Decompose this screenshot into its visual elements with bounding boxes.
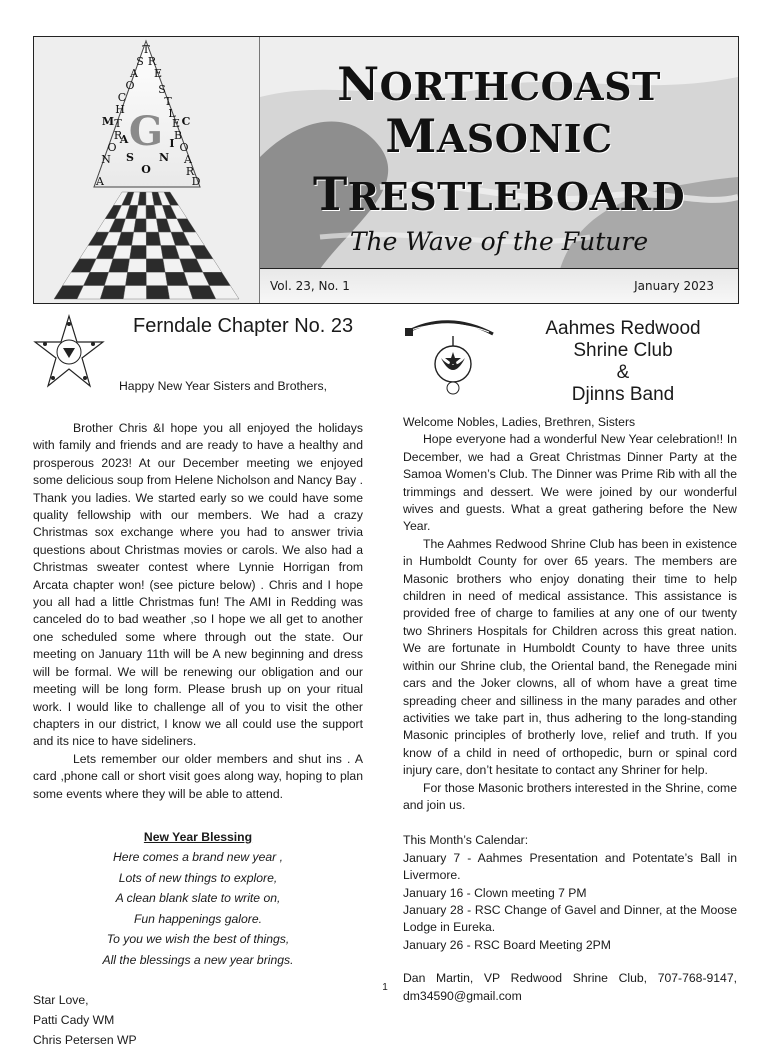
calendar (403, 832, 737, 954)
contact-info: Dan Martin, VP Redwood Shrine Club, 707-768-9147, dm34590@gmail.com (403, 971, 737, 1003)
page-number: 1 (382, 982, 388, 993)
floor-tile (132, 232, 147, 245)
floor-tile (146, 272, 167, 285)
article-paragraph: The Aahmes Redwood Shrine Club has been in existence in Humboldt County for over 65 years. The members are Masonic brothers who enjoy donating their time to help children in need of medical assistance. This assistance is provided free of charge to families at any one of our twenty two Shriners Hospitals for Children across this great nation. We are fortunate in Humboldt County to have three units within our Shrine club, the Oriental band, the Renegade mini cars and the Joker clowns, all of whom have a great time spreading cheer and silliness in the many parades and other activities we take part in, thus adhering to the long-standing Masonic principles of brotherly love, relief and truth. If you know of a child in need of orthopedic, burn or spinal cord injury care, don’t hesitate to contact any Shriner for help. (403, 536, 737, 778)
logo-letter: T (164, 95, 172, 108)
title-trestleboard: TRESTLEBOARD (312, 167, 686, 221)
floor-tile (125, 272, 146, 285)
welcome-line: Welcome Nobles, Ladies, Brethren, Sisters (403, 415, 636, 429)
logo-letter: R (185, 165, 195, 178)
logo-letter: O (179, 141, 189, 154)
floor-tile (123, 286, 146, 299)
tagline: The Wave of the Future (349, 227, 649, 256)
eastern-star-emblem-icon (33, 314, 105, 394)
floor-tile (130, 246, 147, 259)
logo-letter: B (173, 129, 183, 142)
shrine-club-article (403, 312, 737, 1005)
volume-number: Vol. 23, No. 1 (270, 279, 350, 293)
floor-tile (146, 259, 165, 272)
calendar-title: This Month’s Calendar: (403, 833, 529, 848)
floor-tile (134, 219, 146, 232)
logo-letter: A (119, 133, 129, 146)
heading-line: Aahmes Redwood (545, 318, 701, 339)
logo-letter: M (101, 115, 115, 128)
logo-letter: N (101, 153, 111, 166)
logo-letter: A (96, 175, 104, 188)
logo-letter: R (113, 129, 123, 142)
calendar-item: January 26 - RSC Board Meeting 2PM (403, 937, 611, 952)
logo-letter: G (128, 108, 164, 155)
heading-line: Djinns Band (571, 384, 675, 405)
section-heading: Ferndale Chapter No. 23 (133, 315, 354, 337)
poem-line: To you we wish the best of things, (106, 932, 290, 947)
poem-line: Fun happenings galore. (133, 911, 263, 926)
poem (33, 827, 363, 971)
poem-line: A clean blank slate to write on, (115, 891, 281, 906)
floor-tile (146, 286, 169, 299)
floor-tile (104, 272, 127, 285)
article-paragraph: Lets remember our older members and shut ins . A card ,phone call or short visit goes along way, hoping to plan some events where they will be able to attend. (33, 751, 363, 801)
logo-letter: O (107, 141, 117, 154)
logo-letter: O (125, 79, 135, 92)
article-paragraph: Hope everyone had a wonderful New Year celebration!! In December, we had a Great Christmas Dinner Party at the Samoa Women’s Club. The Dinner was Prime Rib with all the trimmings and dessert. We were joined by our wonderful wives and guests. What a great gathering before the New Year. (403, 432, 737, 534)
logo-letter: S (126, 151, 134, 164)
logo-letter: R (147, 55, 157, 68)
closing: Star Love, (33, 993, 89, 1008)
logo-letter: E (153, 67, 163, 80)
calendar-item: January 7 - Aahmes Presentation and Potentate’s Ball in Livermore. (403, 850, 737, 883)
heading-line: & (616, 362, 630, 383)
title-masonic: MASONIC (385, 109, 613, 163)
logo-letter: H (115, 103, 125, 116)
logo-letter: T (142, 43, 150, 56)
logo-letter: O (141, 163, 151, 176)
article-paragraph: Brother Chris &I hope you all enjoyed the holidays with family and friends and are ready to have a healthy and prosperous 2023! At our December meeting we enjoyed some delicious soup from Helene Nicholson and Nancy Bay . Thank you ladies. We started early so we could have some quality fellowship with our members. We had a crazy Christmas sox exchange where you had to answer trivia questions about Christmas movies or carols. We also had a Christmas sweater contest where Lynnie Horrigan from Arcata chapter won! (see picture below) . Chris and I hope you all had a little Christmas fun! The AMI in Redding was canceled do to bad weather ,so I hope we all get to another one scheduled some where through out the state. Our meeting on January 11th will be A new beginning and dress will be formal. We will be renewing our obligation and our meeting will be long form. Please brush up on your ritual work. I would like to challenge all of you to visit the other chapters in our district, I know we all could use the support and its nice to have sideliners. (33, 421, 363, 749)
section-heading (523, 318, 723, 406)
shrine-scimitar-emblem-icon (403, 312, 503, 400)
greeting: Happy New Year Sisters and Brothers, (119, 379, 327, 393)
calendar-item: January 28 - RSC Change of Gavel and Dinner, at the Moose Lodge in Eureka. (403, 902, 737, 935)
poem-title: New Year Blessing (143, 829, 253, 844)
calendar-item: January 16 - Clown meeting 7 PM (403, 885, 587, 900)
logo-letter: I (169, 137, 175, 150)
logo-letter: L (168, 107, 176, 120)
floor-tile (146, 246, 163, 259)
signature: Chris Petersen WP (33, 1033, 137, 1048)
logo-letter: C (117, 91, 127, 104)
ferndale-chapter-article (33, 312, 363, 1050)
masthead (33, 36, 739, 304)
poem-line: Lots of new things to explore, (118, 870, 278, 885)
issue-bar (260, 268, 738, 303)
article-paragraph: For those Masonic brothers interested in the Shrine, come and join us. (403, 780, 737, 812)
poem-line: Here comes a brand new year , (112, 850, 284, 865)
logo-letter: C (181, 115, 191, 128)
logo-letter: S (136, 55, 144, 68)
floor-tile (100, 286, 125, 299)
floor-tile (146, 232, 161, 245)
logo-letter: T (114, 117, 122, 130)
masonic-triangle-logo (34, 37, 260, 303)
logo-letter: N (158, 151, 170, 164)
signature-block (33, 990, 363, 1050)
signature: Patti Cady WM (33, 1013, 115, 1028)
floor-tile (128, 259, 147, 272)
poem-line: All the blessings a new year brings. (102, 952, 294, 967)
logo-letter: S (158, 83, 166, 96)
title-northcoast: NORTHCOAST (337, 57, 661, 111)
issue-date: January 2023 (634, 279, 714, 293)
logo-letter: A (130, 67, 138, 80)
logo-letter: E (171, 117, 181, 130)
logo-letter: A (184, 153, 192, 166)
heading-line: Shrine Club (573, 340, 673, 361)
logo-letter: D (191, 175, 201, 188)
